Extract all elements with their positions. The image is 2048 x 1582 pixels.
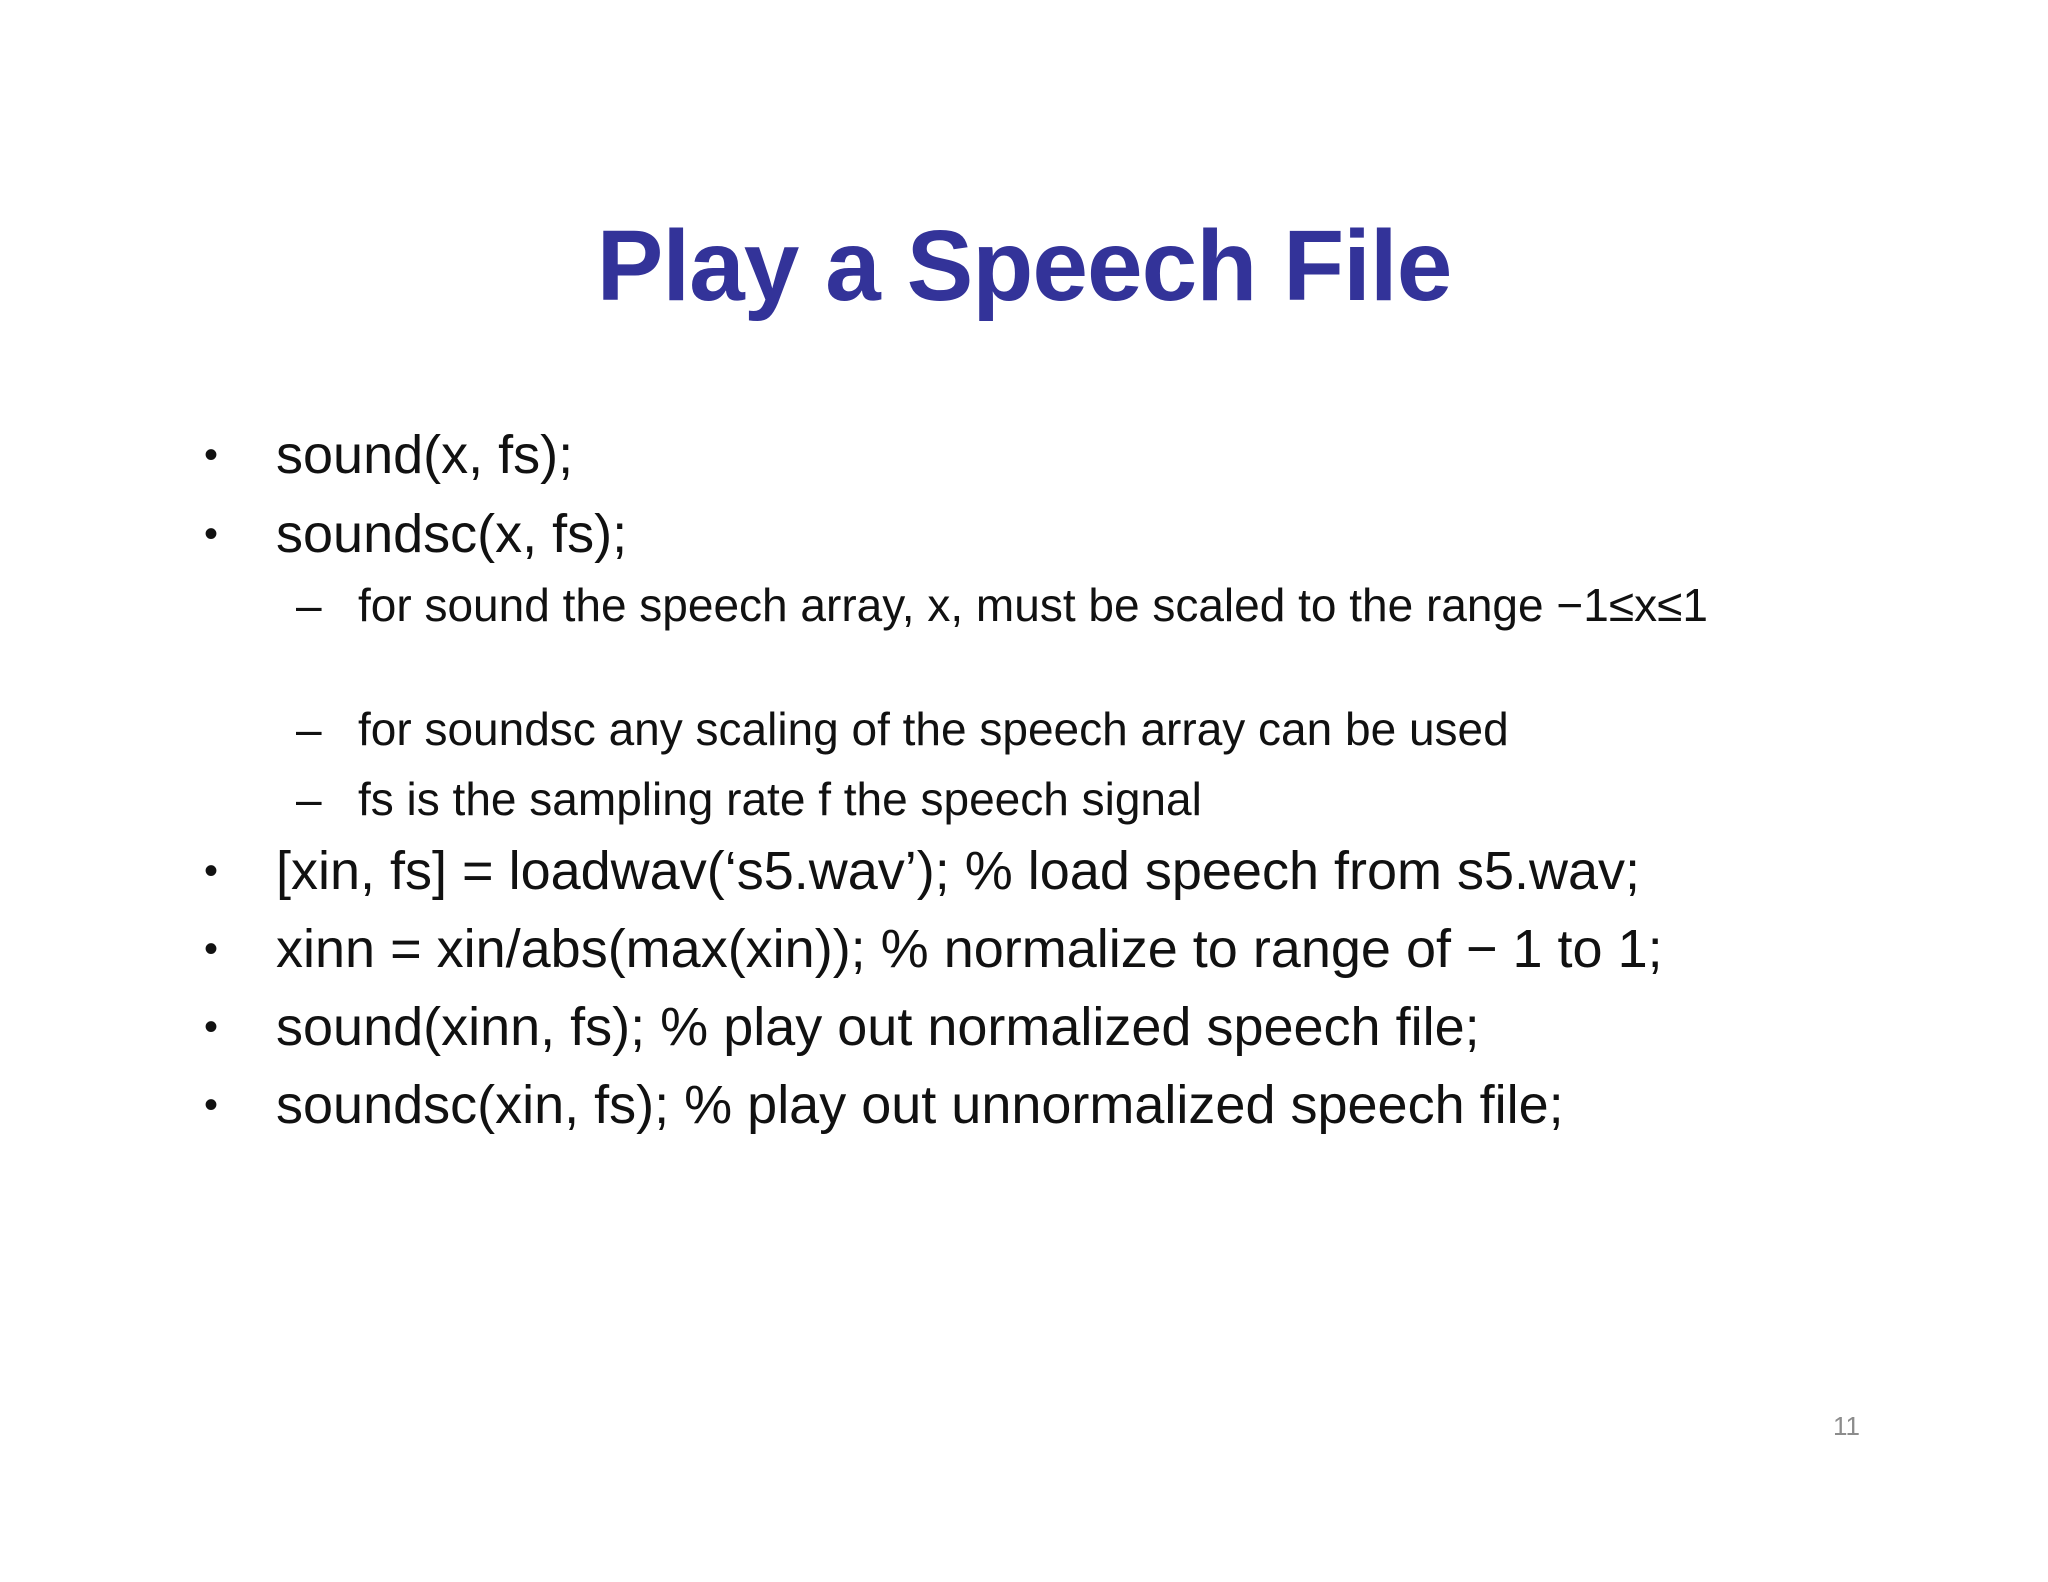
bullet-text: sound(xinn, fs); % play out normalized speech file; bbox=[276, 997, 1480, 1057]
sub-bullet-text: for soundsc any scaling of the speech array can be used bbox=[358, 703, 1509, 755]
slide-number: 11 bbox=[1833, 1411, 1860, 1441]
sub-bullet-text: fs is the sampling rate f the speech signal bbox=[358, 773, 1202, 825]
bullet-marker: • bbox=[204, 927, 219, 971]
bullet-text: sound(x, fs); bbox=[276, 425, 574, 485]
bullet-text: soundsc(x, fs); bbox=[276, 504, 628, 564]
sub-bullet-text: for sound the speech array, x, must be scaled to the range −1≤x≤1 bbox=[358, 579, 1708, 631]
bullet-marker: • bbox=[204, 433, 219, 477]
bullet-marker: • bbox=[204, 1083, 219, 1127]
sub-bullet-marker: – bbox=[296, 773, 322, 825]
slide-title: Play a Speech File bbox=[596, 210, 1452, 322]
bullet-text: [xin, fs] = loadwav(‘s5.wav’); % load speech from s5.wav; bbox=[276, 841, 1641, 901]
bullet-marker: • bbox=[204, 512, 219, 556]
sub-bullet-marker: – bbox=[296, 703, 322, 755]
bullet-marker: • bbox=[204, 1005, 219, 1049]
bullet-text: soundsc(xin, fs); % play out unnormalized speech file; bbox=[276, 1075, 1564, 1135]
bullet-marker: • bbox=[204, 849, 219, 893]
sub-bullet-marker: – bbox=[296, 579, 322, 631]
bullet-text: xinn = xin/abs(max(xin)); % normalize to range of − 1 to 1; bbox=[276, 919, 1663, 979]
